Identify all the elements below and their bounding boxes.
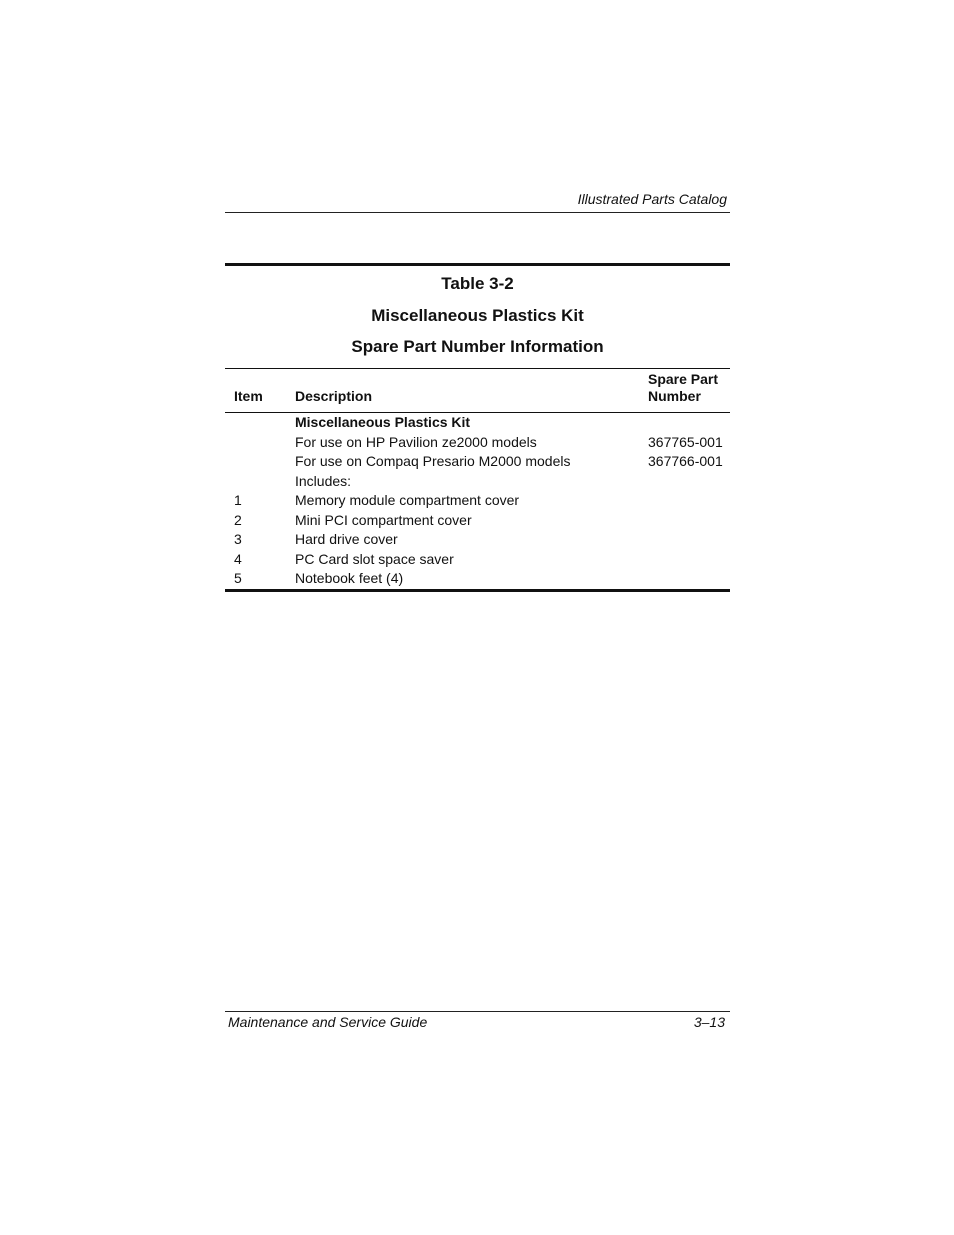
item-number: 2 xyxy=(234,511,242,528)
column-header-item: Item xyxy=(225,369,295,413)
spare-part-number: 367765-001 xyxy=(648,433,723,450)
item-number: 5 xyxy=(234,570,242,586)
includes-label: Includes: xyxy=(295,472,352,489)
column-header-part-line1: Spare Part xyxy=(648,371,719,387)
model-description: For use on HP Pavilion ze2000 models xyxy=(295,433,537,450)
item-description: Hard drive cover xyxy=(295,531,398,547)
parts-table xyxy=(225,368,730,592)
model-description: For use on Compaq Presario M2000 models xyxy=(295,453,571,469)
running-header xyxy=(225,189,730,213)
table-number: Table 3-2 xyxy=(441,274,514,293)
table-row xyxy=(225,452,730,472)
table-row xyxy=(225,433,730,453)
parts-table-block xyxy=(225,263,730,592)
item-description: Notebook feet (4) xyxy=(295,570,404,586)
page-number: 3–13 xyxy=(693,1014,725,1030)
column-header-description: Description xyxy=(295,369,648,413)
kit-part-cell xyxy=(648,413,730,433)
running-footer xyxy=(225,1011,730,1030)
table-row xyxy=(225,550,730,570)
table-subtitle: Spare Part Number Information xyxy=(351,337,604,356)
spare-part-number: 367766-001 xyxy=(648,453,723,469)
item-number: 4 xyxy=(234,550,242,567)
footer-guide-title: Maintenance and Service Guide xyxy=(228,1014,428,1030)
item-number: 3 xyxy=(234,531,242,547)
table-row xyxy=(225,511,730,531)
item-description: PC Card slot space saver xyxy=(295,550,454,567)
column-header-part-number xyxy=(648,369,730,413)
kit-name: Miscellaneous Plastics Kit xyxy=(295,414,471,430)
item-description: Memory module compartment cover xyxy=(295,492,520,508)
kit-item-cell xyxy=(225,413,295,433)
column-header-part-line2: Number xyxy=(648,388,701,404)
kit-row xyxy=(225,413,730,433)
item-number: 1 xyxy=(234,492,242,508)
table-row xyxy=(225,491,730,511)
table-title: Miscellaneous Plastics Kit xyxy=(371,306,584,325)
item-description: Mini PCI compartment cover xyxy=(295,511,472,528)
table-header-row xyxy=(225,369,730,413)
table-row xyxy=(225,569,730,590)
includes-row xyxy=(225,472,730,492)
header-section-title: Illustrated Parts Catalog xyxy=(577,191,727,207)
table-row xyxy=(225,530,730,550)
